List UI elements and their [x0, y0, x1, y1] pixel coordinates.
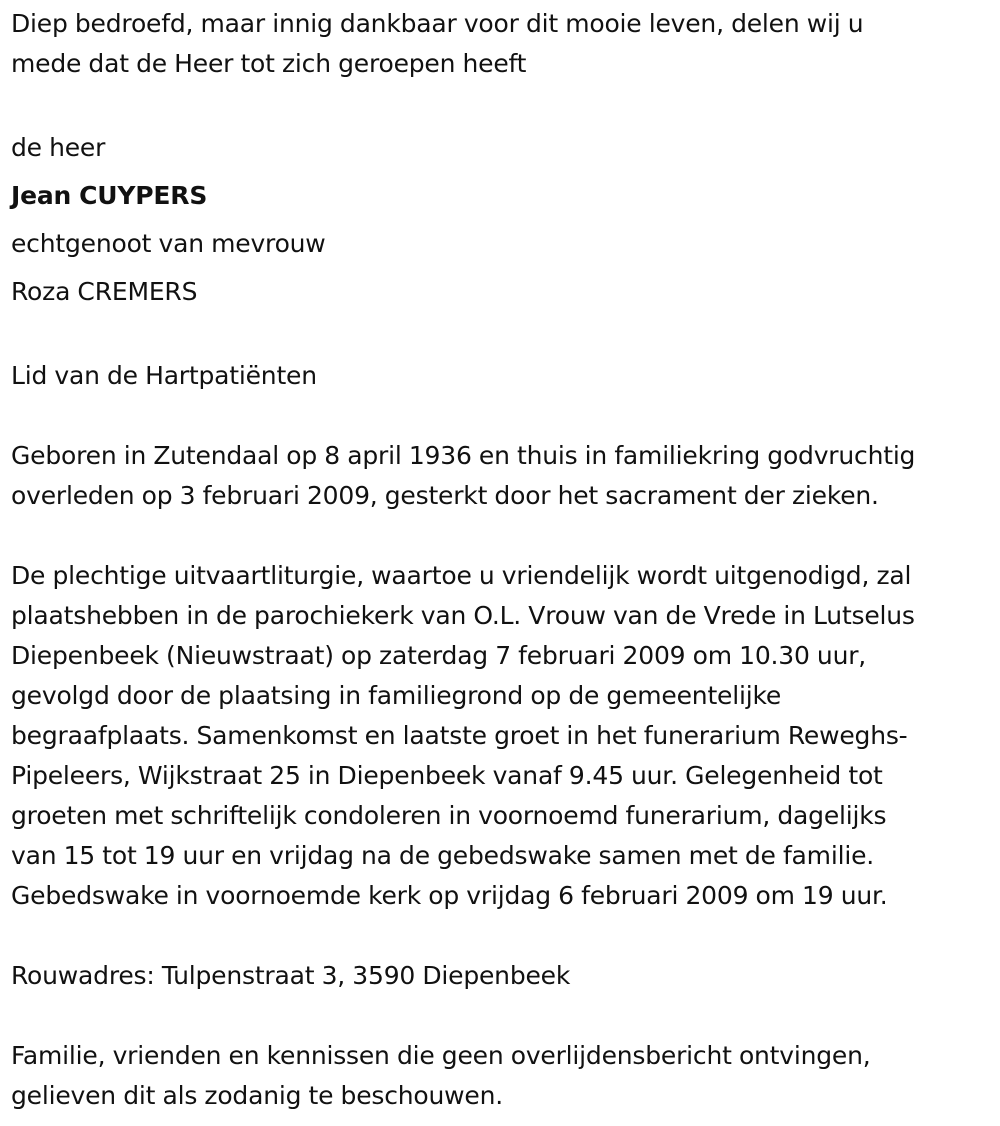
funeral-line: Gebedswake in voornoemde kerk op vrijdag 6 februari 2009 om 19 uur.: [11, 881, 888, 910]
birth-death-line: overleden op 3 februari 2009, gesterkt door het sacrament der zieken.: [11, 481, 879, 510]
funeral-line: van 15 tot 19 uur en vrijdag na de gebedswake samen met de familie.: [11, 841, 874, 870]
intro-line: mede dat de Heer tot zich geroepen heeft: [11, 49, 527, 78]
paragraph-spacer: [11, 516, 996, 556]
closing-line: Familie, vrienden en kennissen die geen overlijdensbericht ontvingen,: [11, 1041, 871, 1070]
funeral-paragraph: [11, 556, 996, 916]
name-block: [11, 124, 996, 316]
title-prefix: de heer: [11, 133, 106, 162]
birth-death-paragraph: [11, 436, 996, 516]
funeral-line: gevolgd door de plaatsing in familiegrond op de gemeentelijke: [11, 681, 782, 710]
deceased-name: Jean CUYPERS: [11, 181, 208, 210]
mourning-address: Rouwadres: Tulpenstraat 3, 3590 Diepenbeek: [11, 961, 571, 990]
paragraph-spacer: [11, 916, 996, 956]
funeral-line: groeten met schriftelijk condoleren in voornoemd funerarium, dagelijks: [11, 801, 887, 830]
paragraph-spacer: [11, 996, 996, 1036]
intro-line: Diep bedroefd, maar innig dankbaar voor dit mooie leven, delen wij u: [11, 9, 864, 38]
funeral-line: Pipeleers, Wijkstraat 25 in Diepenbeek vanaf 9.45 uur. Gelegenheid tot: [11, 761, 883, 790]
spouse-name: Roza CREMERS: [11, 277, 198, 306]
spouse-relation: echtgenoot van mevrouw: [11, 229, 326, 258]
closing-line: gelieven dit als zodanig te beschouwen.: [11, 1081, 503, 1110]
funeral-line: De plechtige uitvaartliturgie, waartoe u vriendelijk wordt uitgenodigd, zal: [11, 561, 912, 590]
funeral-line: Diepenbeek (Nieuwstraat) op zaterdag 7 februari 2009 om 10.30 uur,: [11, 641, 867, 670]
closing-paragraph: [11, 1036, 996, 1116]
paragraph-spacer: [11, 316, 996, 356]
funeral-line: plaatshebben in de parochiekerk van O.L. Vrouw van de Vrede in Lutselus: [11, 601, 915, 630]
funeral-line: begraafplaats. Samenkomst en laatste groet in het funerarium Reweghs-: [11, 721, 908, 750]
membership-line: Lid van de Hartpatiënten: [11, 361, 317, 390]
obituary-notice: [11, 4, 996, 1116]
intro-paragraph: [11, 4, 996, 84]
paragraph-spacer: [11, 84, 996, 124]
paragraph-spacer: [11, 396, 996, 436]
birth-death-line: Geboren in Zutendaal op 8 april 1936 en thuis in familiekring godvruchtig: [11, 441, 916, 470]
